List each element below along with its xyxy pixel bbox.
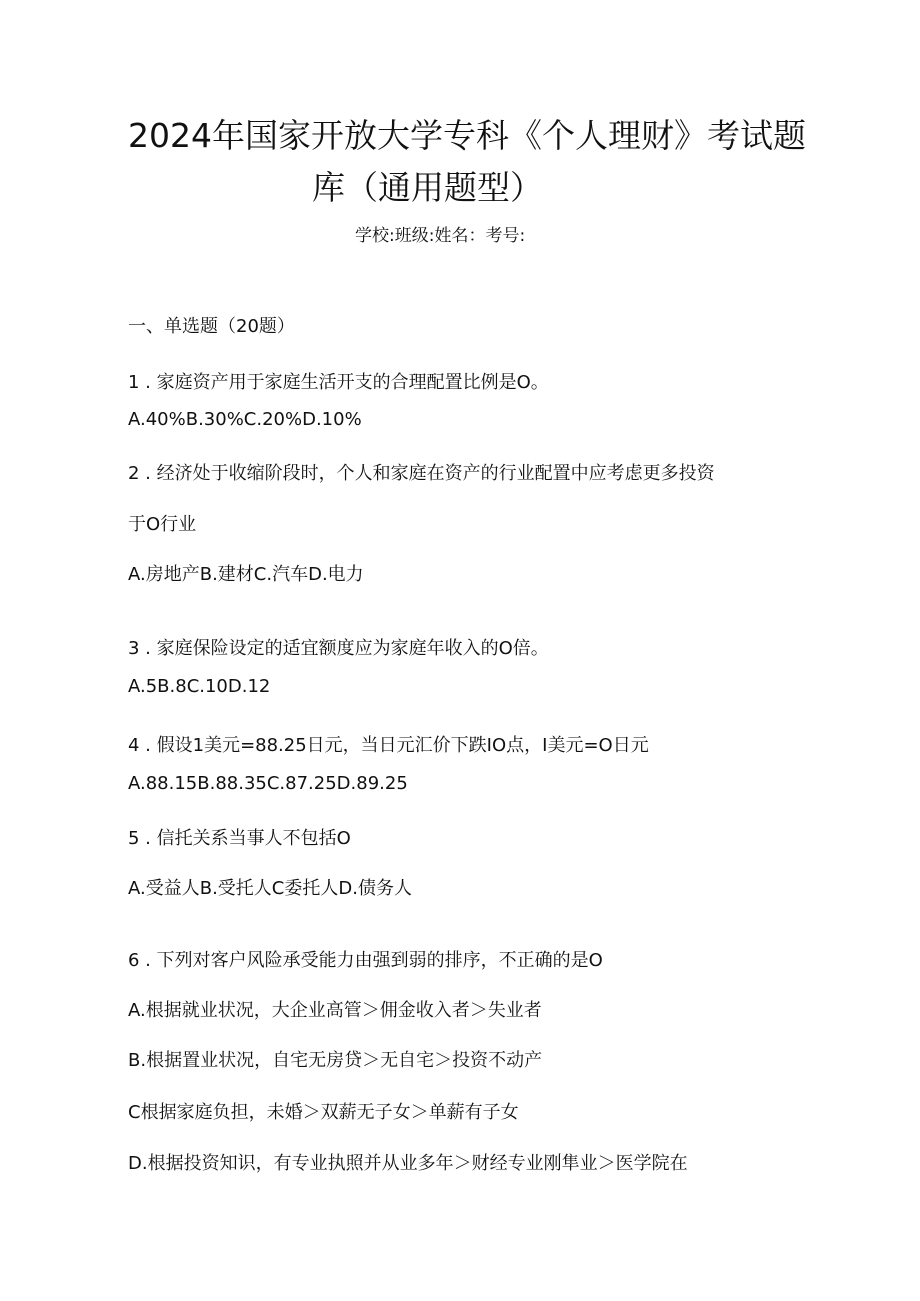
section-heading: 一、单选题（20题） — [128, 316, 295, 337]
question-4-options: A.88.15B.88.35C.87.25D.89.25 — [128, 773, 408, 794]
question-6-option-c: C根据家庭负担，未婚＞双薪无子女＞单薪有子女 — [128, 1102, 519, 1123]
question-6-option-b: B.根据置业状况，自宅无房贷＞无自宅＞投资不动产 — [128, 1050, 543, 1071]
question-5-stem: 5 . 信托关系当事人不包括O — [128, 828, 351, 849]
question-3-options: A.5B.8C.10D.12 — [128, 676, 271, 697]
question-5-options: A.受益人B.受托人C委托人D.债务人 — [128, 878, 412, 899]
question-3-stem: 3 . 家庭保险设定的适宜额度应为家庭年收入的O倍。 — [128, 638, 549, 659]
question-6-stem: 6 . 下列对客户风险承受能力由强到弱的排序，不正确的是O — [128, 950, 603, 971]
question-1-options: A.40%B.30%C.20%D.10% — [128, 409, 362, 430]
student-info-line: 学校:班级:姓名：考号: — [355, 226, 526, 246]
question-2-stem-line-1: 2 . 经济处于收缩阶段时，个人和家庭在资产的行业配置中应考虑更多投资 — [128, 463, 715, 484]
question-2-options: A.房地产B.建材C.汽车D.电力 — [128, 564, 364, 585]
question-1-stem: 1 . 家庭资产用于家庭生活开支的合理配置比例是O。 — [128, 372, 549, 393]
question-2-stem-line-2: 于O行业 — [128, 514, 197, 535]
question-6-option-d: D.根据投资知识，有专业执照并从业多年＞财经专业刚隼业＞医学院在 — [128, 1153, 688, 1174]
question-6-option-a: A.根据就业状况，大企业高管＞佣金收入者＞失业者 — [128, 1000, 542, 1021]
title-line-2: 库（通用题型） — [312, 168, 543, 207]
question-4-stem: 4 . 假设1美元=88.25日元，当日元汇价下跌IO点，I美元=O日元 — [128, 735, 649, 756]
title-line-1: 2024年国家开放大学专科《个人理财》考试题 — [128, 116, 806, 155]
document-title — [128, 110, 808, 214]
